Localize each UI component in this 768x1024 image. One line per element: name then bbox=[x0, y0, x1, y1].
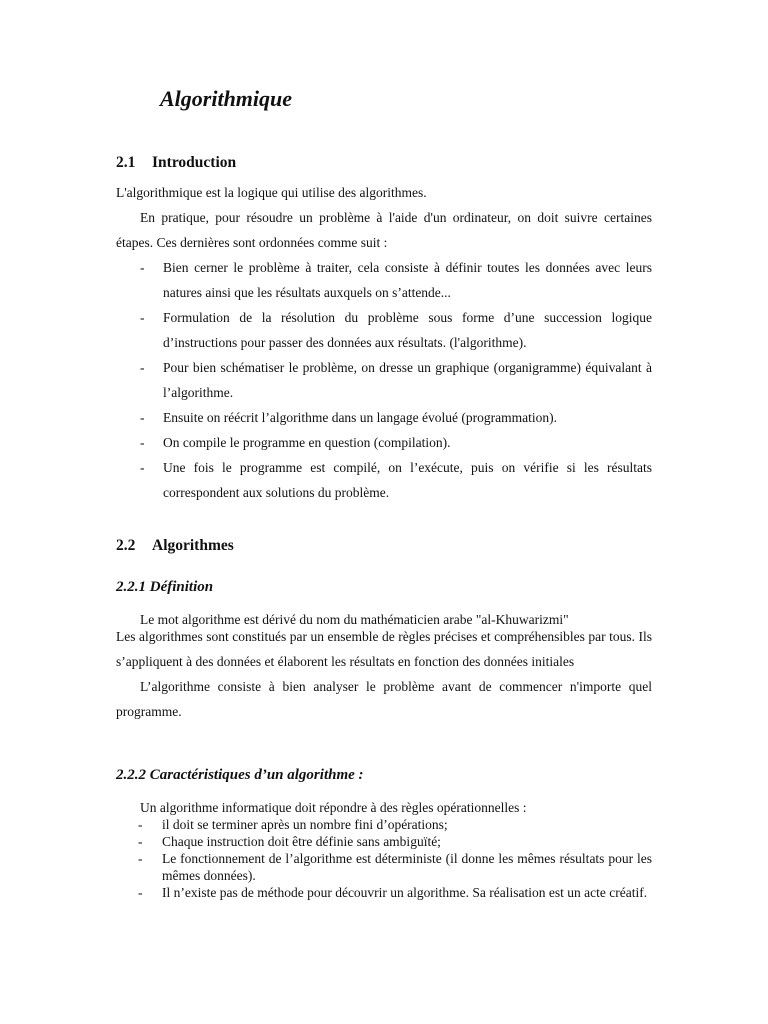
section-2-1-body bbox=[116, 180, 652, 505]
bullet-marker: - bbox=[140, 435, 145, 450]
intro-paragraph: En pratique, pour résoudre un problème à l'aide d'un ordinateur, on doit suivre certaines étapes. Ces dernières sont ordonnées comme suit : bbox=[116, 210, 652, 250]
intro-line: L'algorithmique est la logique qui utilise des algorithmes. bbox=[116, 185, 427, 200]
list-item-text: il doit se terminer après un nombre fini d’opérations; bbox=[162, 817, 448, 832]
list-item-text: Pour bien schématiser le problème, on dresse un graphique (organigramme) équivalant à l’algorithme. bbox=[163, 360, 652, 400]
section-2-1-heading bbox=[116, 154, 236, 172]
bullet-marker: - bbox=[140, 260, 145, 275]
analysis-paragraph: L’algorithme consiste à bien analyser le problème avant de commencer n'importe quel programme. bbox=[116, 679, 652, 719]
list-item-text: Ensuite on réécrit l’algorithme dans un langage évolué (programmation). bbox=[163, 410, 557, 425]
steps-list bbox=[116, 255, 652, 505]
characteristics-body bbox=[116, 799, 652, 901]
definition-paragraph: Les algorithmes sont constitués par un ensemble de règles précises et compréhensibles par tous. Ils s’appliquent à des données et élaborent les résultats en fonction des données initiales bbox=[116, 629, 652, 669]
bullet-marker: - bbox=[140, 410, 145, 425]
list-item-text: Le fonctionnement de l’algorithme est déterministe (il donne les mêmes résultats pour les mêmes données). bbox=[162, 851, 652, 883]
characteristics-intro: Un algorithme informatique doit répondre à des règles opérationnelles : bbox=[140, 800, 527, 815]
section-2-1-number: 2.1 bbox=[116, 154, 136, 171]
list-item bbox=[116, 305, 652, 355]
definition-origin-line: Le mot algorithme est dérivé du nom du mathématicien arabe "al-Khuwarizmi" bbox=[140, 612, 569, 627]
list-item-text: Formulation de la résolution du problème sous forme d’une succession logique d’instructions pour passer des données aux résultats. (l'algorithme). bbox=[163, 310, 652, 350]
list-item bbox=[116, 255, 652, 305]
list-item bbox=[116, 816, 652, 833]
list-item bbox=[116, 405, 652, 430]
section-2-2-heading bbox=[116, 537, 234, 555]
list-item bbox=[116, 850, 652, 884]
bullet-marker: - bbox=[138, 834, 143, 849]
section-2-2-1-heading: 2.2.1 Définition bbox=[116, 579, 214, 595]
bullet-marker: - bbox=[138, 885, 143, 900]
definition-body bbox=[116, 611, 652, 724]
list-item-text: Bien cerner le problème à traiter, cela consiste à définir toutes les données avec leurs natures ainsi que les résultats auxquels on s’attende... bbox=[163, 260, 652, 300]
section-2-2-title: Algorithmes bbox=[152, 537, 234, 554]
bullet-marker: - bbox=[140, 460, 145, 475]
list-item bbox=[116, 833, 652, 850]
bullet-marker: - bbox=[138, 851, 143, 866]
list-item bbox=[116, 455, 652, 505]
list-item bbox=[116, 355, 652, 405]
list-item-text: On compile le programme en question (compilation). bbox=[163, 435, 451, 450]
section-2-1-title: Introduction bbox=[152, 154, 237, 171]
list-item-text: Chaque instruction doit être définie sans ambiguïté; bbox=[162, 834, 441, 849]
characteristics-list bbox=[116, 816, 652, 901]
bullet-marker: - bbox=[138, 817, 143, 832]
list-item-text: Une fois le programme est compilé, on l’exécute, puis on vérifie si les résultats correspondent aux solutions du problème. bbox=[163, 460, 652, 500]
section-2-2-2-heading: 2.2.2 Caractéristiques d’un algorithme : bbox=[116, 767, 364, 783]
section-2-2-number: 2.2 bbox=[116, 537, 136, 554]
bullet-marker: - bbox=[140, 310, 145, 325]
list-item-text: Il n’existe pas de méthode pour découvrir un algorithme. Sa réalisation est un acte créatif. bbox=[162, 885, 648, 900]
document-title: Algorithmique bbox=[160, 86, 293, 111]
bullet-marker: - bbox=[140, 360, 145, 375]
list-item bbox=[116, 884, 652, 901]
list-item bbox=[116, 430, 652, 455]
